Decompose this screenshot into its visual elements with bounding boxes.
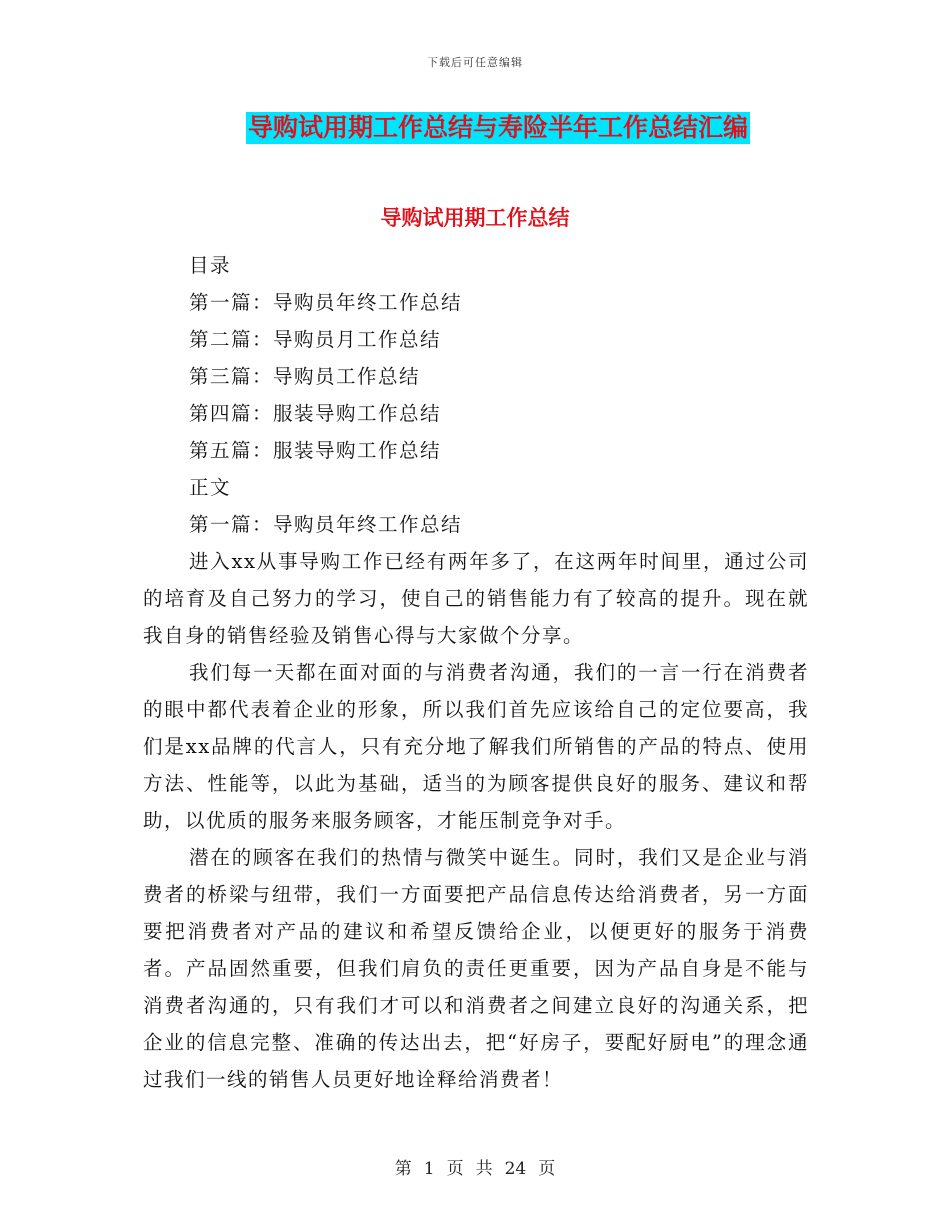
page-label-mid1: 页 <box>446 1159 464 1179</box>
toc-item: 第二篇：导购员月工作总结 <box>189 328 442 351</box>
total-pages-number: 24 <box>504 1159 527 1179</box>
toc-item: 第五篇：服装导购工作总结 <box>189 439 442 462</box>
body-label: 正文 <box>189 476 232 499</box>
main-title-container <box>0 112 950 144</box>
main-title: 导购试用期工作总结与寿险半年工作总结汇编 <box>247 113 748 142</box>
body-paragraph: 潜在的顾客在我们的热情与微笑中诞生。同时，我们又是企业与消费者的桥梁与纽带，我们一方面要把产品信息传达给消费者，另一方面要把消费者对产品的建议和希望反馈给企业，以便更好的服务于消费者。产品固然重要，但我们肩负的责任更重要，因为产品自身是不能与消费者沟通的，只有我们才可以和消费者之间建立良好的沟通关系，把企业的信息完整、准确的传达出去，把“好房子，要配好厨电”的理念通过我们一线的销售人员更好地诠释给消费者！ <box>143 846 809 1091</box>
page-footer <box>0 1154 950 1179</box>
page-label-suffix: 页 <box>538 1159 556 1179</box>
toc-item: 第三篇：导购员工作总结 <box>189 365 421 388</box>
body-paragraph: 进入xx从事导购工作已经有两年多了，在这两年时间里，通过公司的培育及自己努力的学习，使自己的销售能力有了较高的提升。现在就我自身的销售经验及销售心得与大家做个分享。 <box>143 550 809 647</box>
sub-title: 导购试用期工作总结 <box>380 206 570 230</box>
current-page-number: 1 <box>423 1159 435 1179</box>
header-note: 下载后可任意编辑 <box>427 56 523 69</box>
toc-item: 第一篇：导购员年终工作总结 <box>189 291 463 314</box>
body-paragraph: 我们每一天都在面对面的与消费者沟通，我们的一言一行在消费者的眼中都代表着企业的形象，所以我们首先应该给自己的定位要高，我们是xx品牌的代言人，只有充分地了解我们所销售的产品的特点、使用方法、性能等，以此为基础，适当的为顾客提供良好的服务、建议和帮助，以优质的服务来服务顾客，才能压制竞争对手。 <box>143 661 809 832</box>
toc-label: 目录 <box>189 254 232 277</box>
section-heading: 第一篇：导购员年终工作总结 <box>189 513 463 536</box>
toc-item: 第四篇：服装导购工作总结 <box>189 402 442 425</box>
page-label-mid2: 共 <box>475 1159 493 1179</box>
page-label-prefix: 第 <box>394 1159 412 1179</box>
document-content <box>143 247 809 1098</box>
